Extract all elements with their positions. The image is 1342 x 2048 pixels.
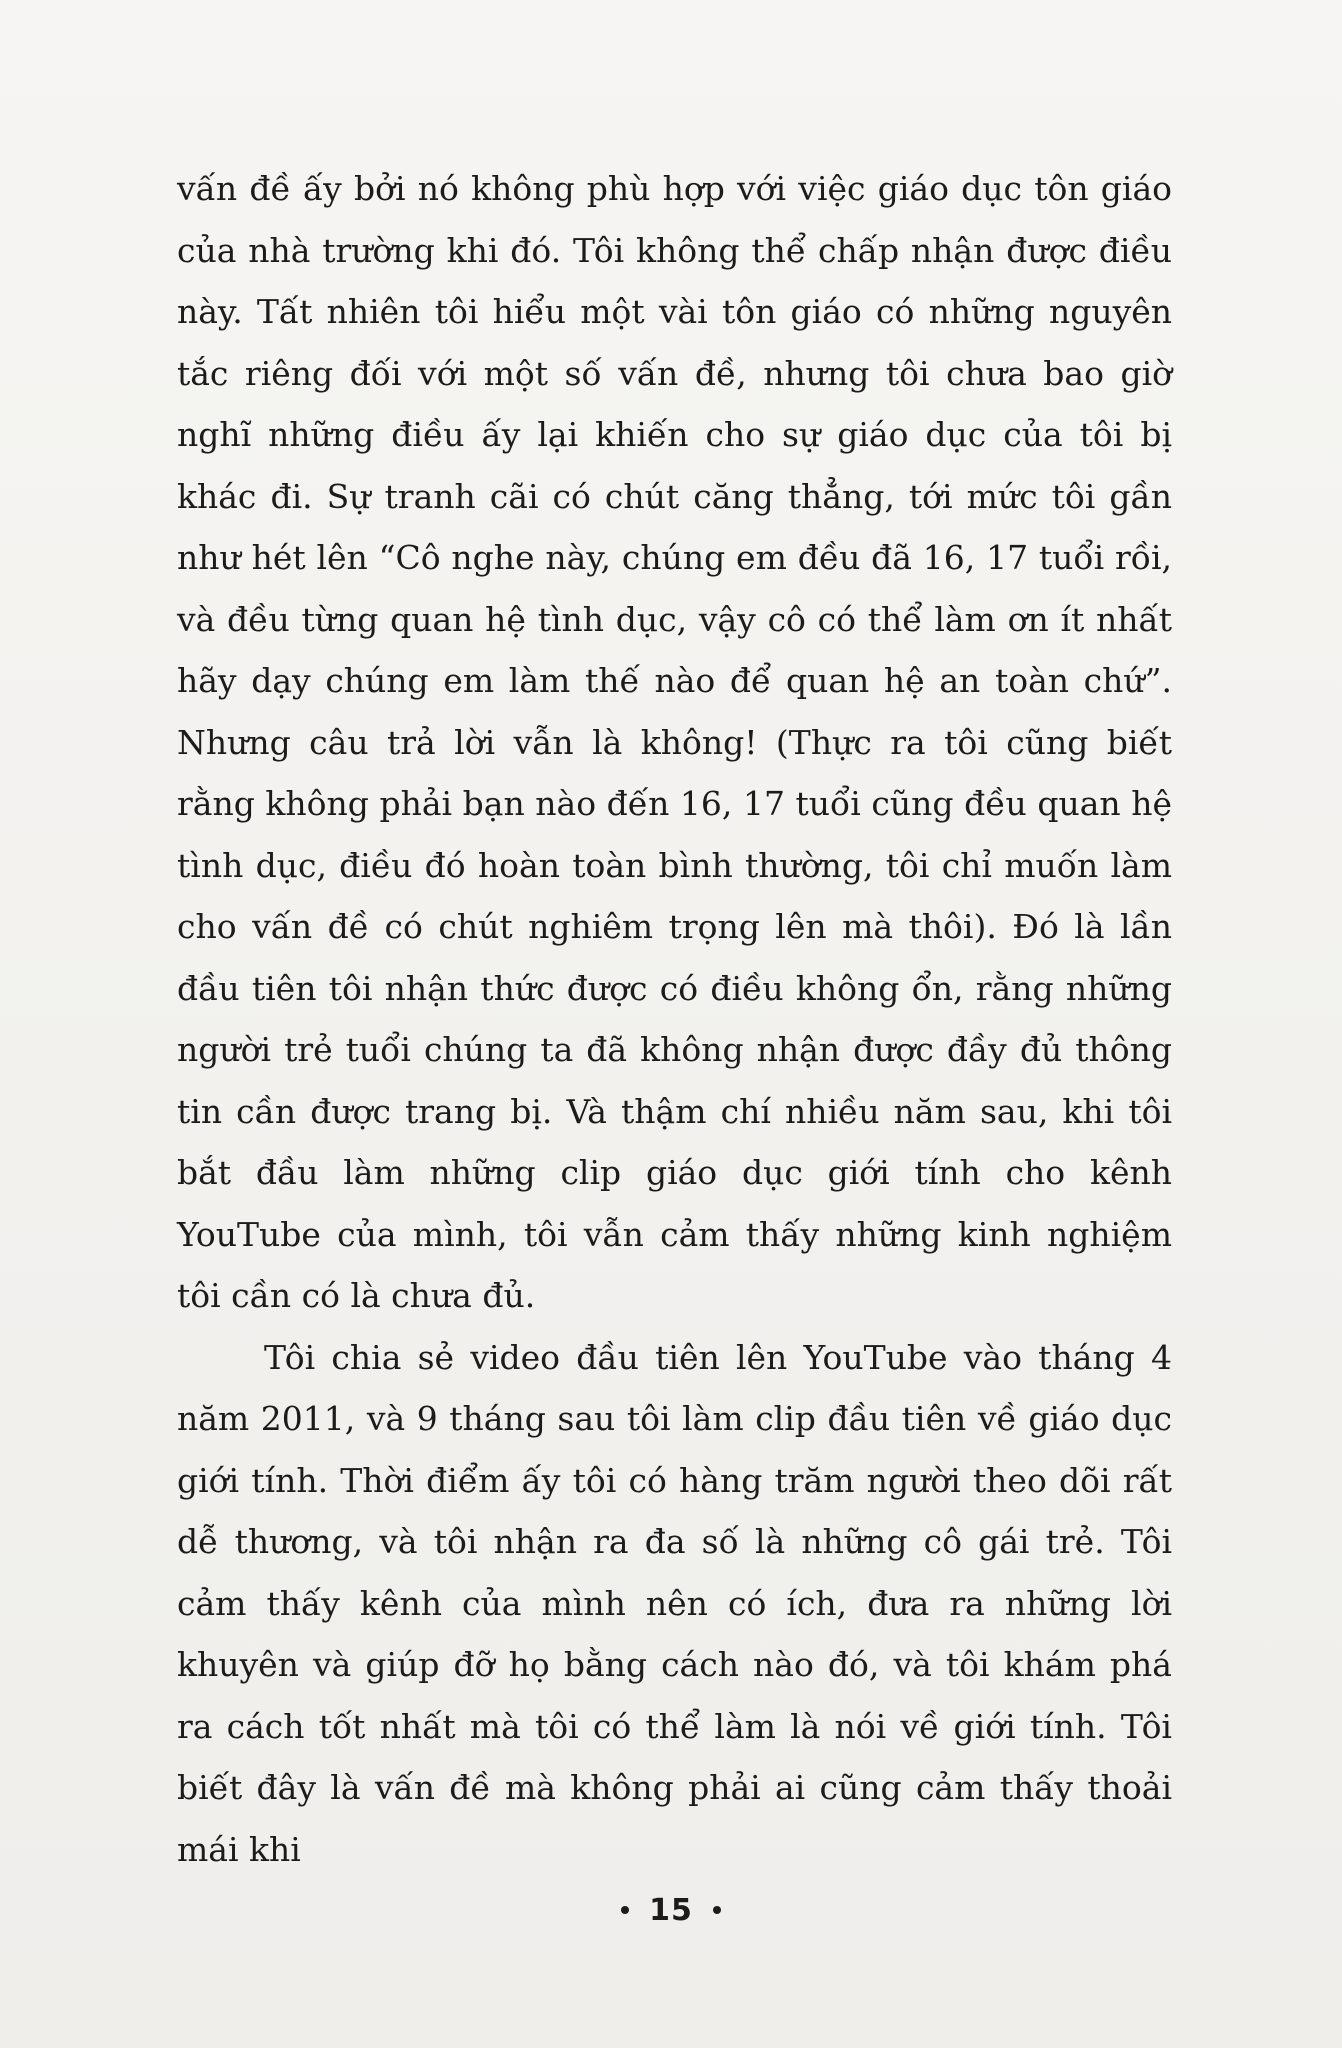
page-number-footer	[0, 1893, 1342, 1928]
paragraph-new: Tôi chia sẻ video đầu tiên lên YouTube vào tháng 4 năm 2011, và 9 tháng sau tôi làm clip đầu tiên về giáo dục giới tính. Thời điểm ấy tôi có hàng trăm người theo dõi rất dễ thương, và tôi nhận ra đa số là những cô gái trẻ. Tôi cảm thấy kênh của mình nên có ích, đưa ra những lời khuyên và giúp đỡ họ bằng cách nào đó, và tôi khám phá ra cách tốt nhất mà tôi có thể làm là nói về giới tính. Tôi biết đây là vấn đề mà không phải ai cũng cảm thấy thoải mái khi	[177, 1337, 1172, 1869]
paragraph-continued: vấn đề ấy bởi nó không phù hợp với việc giáo dục tôn giáo của nhà trường khi đó. Tôi không thể chấp nhận được điều này. Tất nhiên tôi hiểu một vài tôn giáo có những nguyên tắc riêng đối với một số vấn đề, nhưng tôi chưa bao giờ nghĩ những điều ấy lại khiến cho sự giáo dục của tôi bị khác đi. Sự tranh cãi có chút căng thẳng, tới mức tôi gần như hét lên “Cô nghe này, chúng em đều đã 16, 17 tuổi rồi, và đều từng quan hệ tình dục, vậy cô có thể làm ơn ít nhất hãy dạy chúng em làm thế nào để quan hệ an toàn chứ”. Nhưng câu trả lời vẫn là không! (Thực ra tôi cũng biết rằng không phải bạn nào đến 16, 17 tuổi cũng đều quan hệ tình dục, điều đó hoàn toàn bình thường, tôi chỉ muốn làm cho vấn đề có chút nghiêm trọng lên mà thôi). Đó là lần đầu tiên tôi nhận thức được có điều không ổn, rằng những người trẻ tuổi chúng ta đã không nhận được đầy đủ thông tin cần được trang bị. Và thậm chí nhiều năm sau, khi tôi bắt đầu làm những clip giáo dục giới tính cho kênh YouTube của mình, tôi vẫn cảm thấy những kinh nghiệm tôi cần có là chưa đủ.	[177, 169, 1172, 1315]
body-text	[177, 158, 1172, 1880]
bullet-dot-left	[621, 1906, 629, 1914]
bullet-dot-right	[713, 1906, 721, 1914]
page-number: 15	[649, 1893, 693, 1928]
